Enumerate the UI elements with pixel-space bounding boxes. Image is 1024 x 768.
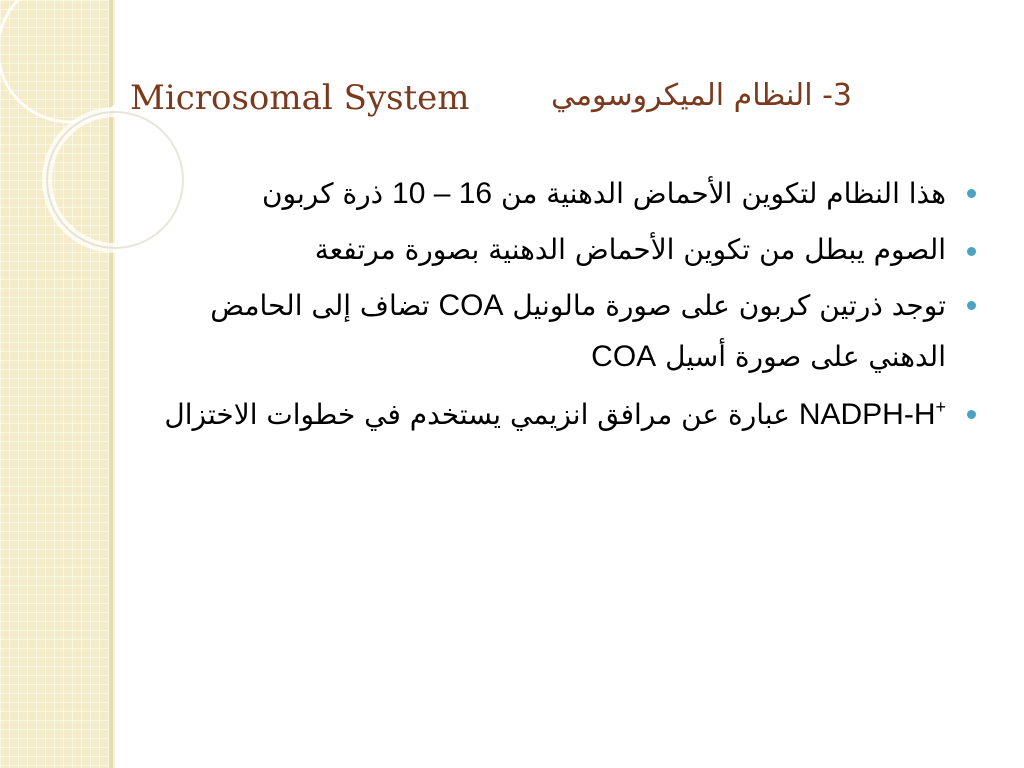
title-latin: Microsomal System (130, 78, 470, 118)
bullet-text: الصوم يبطل من تكوين الأحماض الدهنية بصورة مرتفعة (314, 232, 946, 266)
bullet-text: ذرة كربون (261, 177, 393, 210)
title-arabic: 3- النظام الميكروسومي (550, 78, 852, 113)
nadph-term (799, 398, 946, 431)
slide-title (130, 78, 860, 128)
nadph-label: NADPH-H (798, 397, 936, 431)
bullet-text: عبارة عن مرافق انزيمي يستخدم في خطوات الاختزال (164, 397, 799, 431)
bullet-dot (967, 247, 976, 256)
nadph-superscript: + (935, 396, 946, 417)
bullet-item-nadph (130, 389, 980, 441)
bullet-text: تضاف إلى الحامض الدهني على صورة أسيل (210, 288, 946, 374)
coa-term: COA (438, 288, 504, 322)
bullet-item-malonyl-coa (130, 280, 980, 383)
bullet-text: توجد ذرتين كربون على صورة مالونيل (503, 288, 946, 322)
bullet-item-fatty-acid-synthesis (130, 168, 980, 220)
bullet-dot (967, 189, 976, 198)
bullet-dot (967, 301, 976, 310)
coa-term: COA (591, 340, 657, 374)
bullet-dot (967, 410, 976, 419)
bullet-item-fasting (130, 226, 980, 274)
bullet-text: هذا النظام لتكوين الأحماض الدهنية من (492, 177, 946, 210)
bullet-list (130, 168, 980, 447)
carbon-range: 10 – 16 (392, 177, 493, 210)
